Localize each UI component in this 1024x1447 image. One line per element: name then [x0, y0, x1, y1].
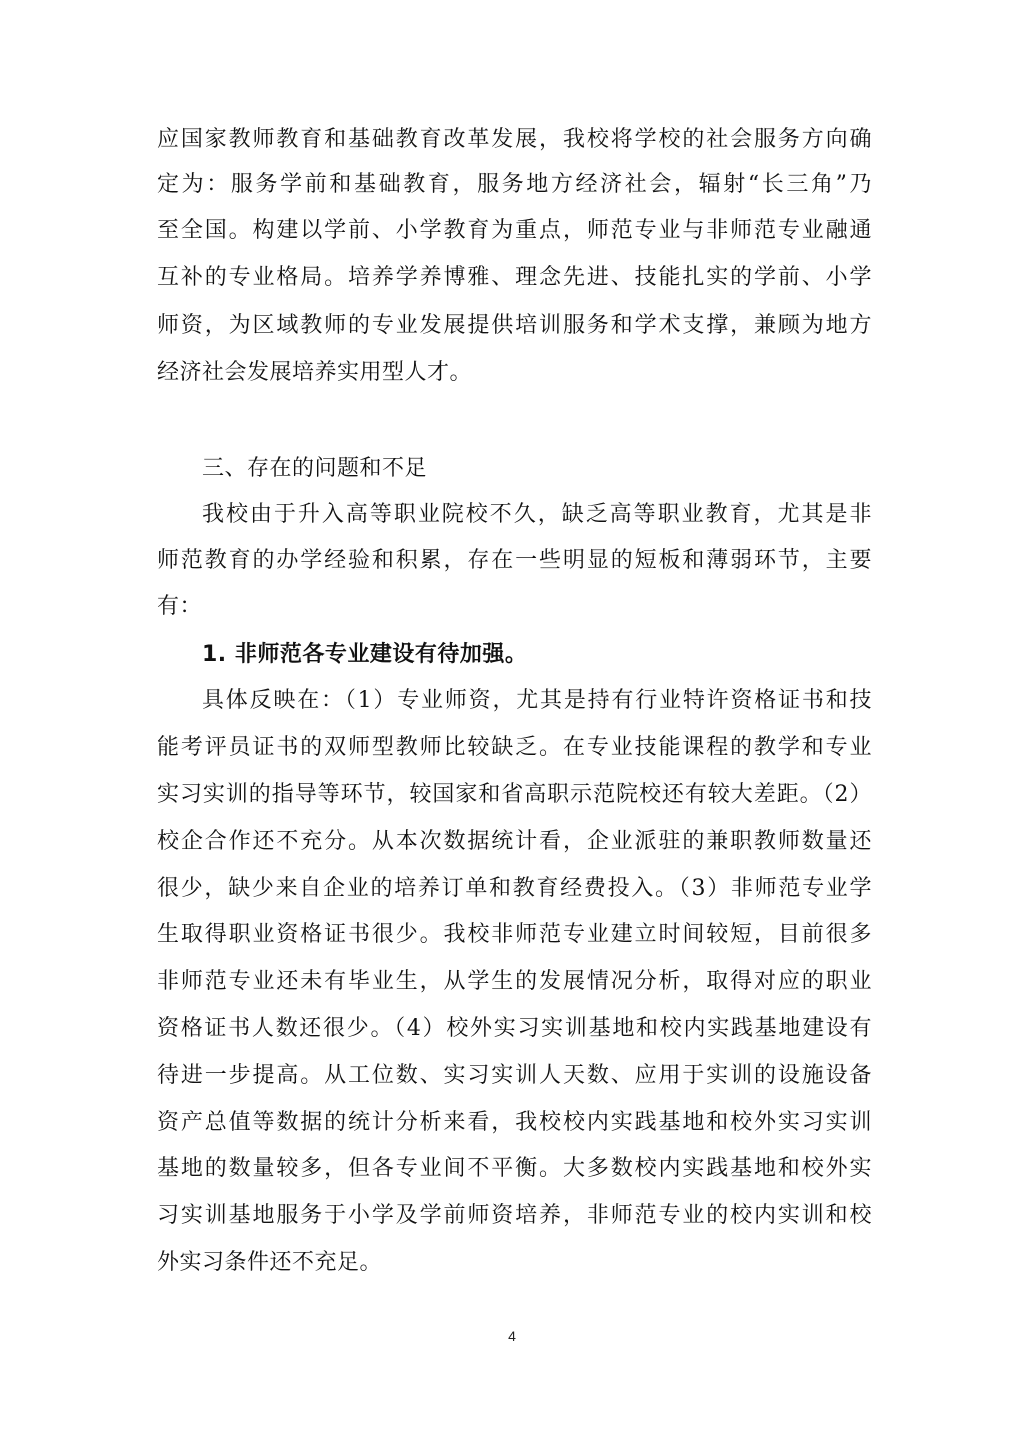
paragraph-line: 师资，为区域教师的专业发展提供培训服务和学术支撑，兼顾为地方: [157, 313, 872, 338]
paragraph-line: 至全国。构建以学前、小学教育为重点，师范专业与非师范专业融通: [157, 218, 872, 243]
page-number: 4: [508, 1328, 516, 1344]
paragraph-line: 应国家教师教育和基础教育改革发展，我校将学校的社会服务方向确: [157, 127, 872, 152]
paragraph-line: 非师范专业还未有毕业生，从学生的发展情况分析，取得对应的职业: [157, 969, 872, 994]
paragraph-line: 我校由于升入高等职业院校不久，缺乏高等职业教育，尤其是非: [202, 502, 872, 527]
paragraph-line: 待进一步提高。从工位数、实习实训人天数、应用于实训的设施设备: [157, 1063, 872, 1088]
paragraph-line: 生取得职业资格证书很少。我校非师范专业建立时间较短，目前很多: [157, 922, 872, 947]
paragraph-line: 资产总值等数据的统计分析来看，我校校内实践基地和校外实习实训: [157, 1110, 872, 1135]
paragraph-line: 有：: [157, 594, 203, 619]
paragraph-line: 基地的数量较多，但各专业间不平衡。大多数校内实践基地和校外实: [157, 1156, 872, 1181]
paragraph-line: 具体反映在：（1）专业师资，尤其是持有行业特许资格证书和技: [202, 688, 872, 713]
paragraph-line: 师范教育的办学经验和积累，存在一些明显的短板和薄弱环节，主要: [157, 548, 872, 573]
paragraph-line: 资格证书人数还很少。（4）校外实习实训基地和校内实践基地建设有: [157, 1016, 872, 1041]
paragraph-line: 定为：服务学前和基础教育，服务地方经济社会，辐射“长三角”乃: [157, 172, 872, 197]
section-heading: 三、存在的问题和不足: [202, 456, 428, 481]
paragraph-line: 经济社会发展培养实用型人才。: [157, 360, 473, 385]
paragraph-line: 能考评员证书的双师型教师比较缺乏。在专业技能课程的教学和专业: [157, 735, 872, 760]
paragraph-line: 习实训基地服务于小学及学前师资培养，非师范专业的校内实训和校: [157, 1203, 872, 1228]
paragraph-line: 外实习条件还不充足。: [157, 1250, 383, 1275]
subsection-heading: 1. 非师范各专业建设有待加强。: [202, 642, 528, 667]
paragraph-line: 很少，缺少来自企业的培养订单和教育经费投入。（3）非师范专业学: [157, 876, 872, 901]
paragraph-line: 校企合作还不充分。从本次数据统计看，企业派驻的兼职教师数量还: [157, 829, 872, 854]
paragraph-line: 互补的专业格局。培养学养博雅、理念先进、技能扎实的学前、小学: [157, 265, 872, 290]
paragraph-line: 实习实训的指导等环节，较国家和省高职示范院校还有较大差距。（2）: [157, 782, 872, 807]
